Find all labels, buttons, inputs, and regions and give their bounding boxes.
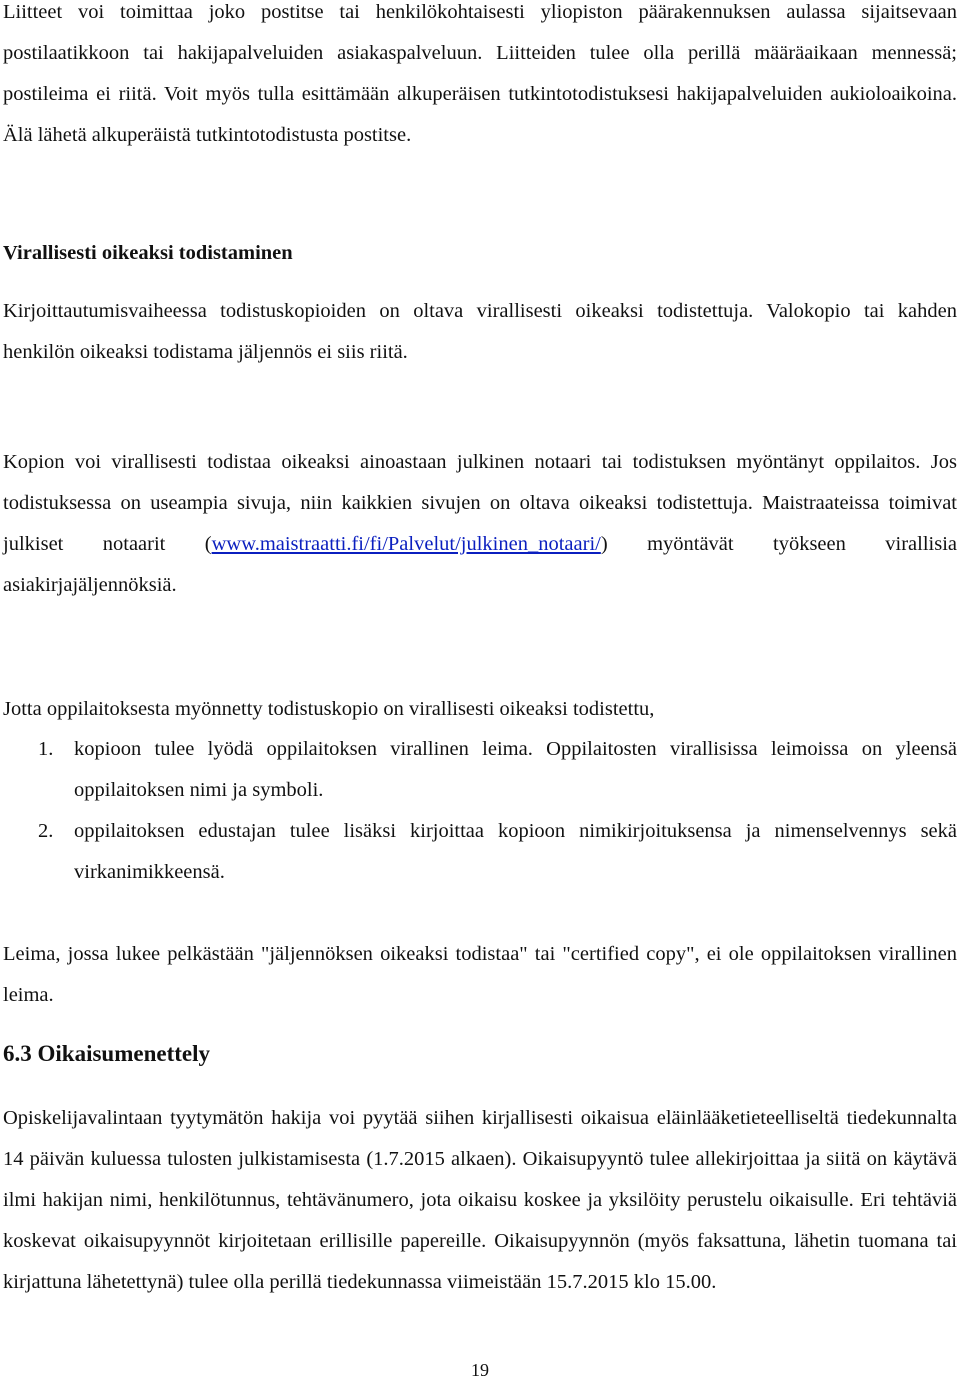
certified-paragraph-1: Kirjoittautumisvaiheessa todistuskopioiden on oltava virallisesti oikeaksi todistettuja. Valokopio tai kahden henkilön oikeaksi todistama jäljennös ei siis riitä. [3, 300, 957, 363]
list-item [3, 729, 957, 811]
certified-paragraph-2-text-before: Kopion voi virallisesti todistaa oikeaksi ainoastaan julkinen notaari tai todistuksen myöntänyt oppilaitos. Jos todistuksessa on useampia sivuja, niin kaikkien sivujen on oltava oikeaksi todistettuja. Maistraateissa toimivat julkiset notaarit ( [3, 451, 957, 555]
maistraatti-link[interactable]: www.maistraatti.fi/fi/Palvelut/julkinen_notaari/ [211, 533, 601, 555]
stamp-note-paragraph: Leima, jossa lukee pelkästään "jäljennöksen oikeaksi todistaa" tai "certified copy", ei ole oppilaitoksen virallinen leima. [3, 943, 957, 1006]
list-item-number: 2. [38, 820, 54, 842]
list-item [3, 811, 957, 893]
document-page [3, 0, 957, 1383]
heading-appeal-procedure: 6.3 Oikaisumenettely [3, 1041, 210, 1066]
certified-paragraph-2 [3, 442, 957, 606]
page-number: 19 [471, 1360, 489, 1380]
list-item-text: kopioon tulee lyödä oppilaitoksen virallinen leima. Oppilaitosten virallisissa leimoissa on yleensä oppilaitoksen nimi ja symboli. [74, 738, 957, 801]
requirements-list [3, 729, 957, 893]
appeal-paragraph: Opiskelijavalintaan tyytymätön hakija voi pyytää siihen kirjallisesti oikaisua eläinlääketieteelliseltä tiedekunnalta 14 päivän kuluessa tulosten julkistamisesta (1.7.2015 alkaen). Oikaisupyyntö tulee allekirjoittaa ja siitä on käytävä ilmi hakijan nimi, henkilötunnus, tehtävänumero, jota oikaisu koskee ja yksilöity perustelu oikaisulle. Eri tehtäviä koskevat oikaisupyynnöt kirjoitetaan erillisille papereille. Oikaisupyynnön (myös faksattuna, lähetin tuomana tai kirjattuna lähetettynä) tulee olla perillä tiedekunnassa viimeistään 15.7.2015 klo 15.00. [3, 1107, 957, 1293]
certified-paragraph-2-text-after: ) myöntävät työkseen virallisia asiakirjajäljennöksiä. [3, 533, 958, 596]
heading-certified-copies: Virallisesti oikeaksi todistaminen [3, 242, 293, 264]
list-item-text: oppilaitoksen edustajan tulee lisäksi kirjoittaa kopioon nimikirjoituksensa ja nimenselvennys sekä virkanimikkeensä. [74, 820, 957, 883]
list-intro: Jotta oppilaitoksesta myönnetty todistuskopio on virallisesti oikeaksi todistettu, [3, 698, 655, 720]
list-item-number: 1. [38, 738, 54, 760]
intro-paragraph: Liitteet voi toimittaa joko postitse tai henkilökohtaisesti yliopiston päärakennuksen aulassa sijaitsevaan postilaatikkoon tai hakijapalveluiden asiakaspalveluun. Liitteiden tulee olla perillä määräaikaan mennessä; postileima ei riitä. Voit myös tulla esittämään alkuperäisen tutkintotodistuksesi hakijapalveluiden aukioloaikoina. Älä lähetä alkuperäistä tutkintotodistusta postitse. [3, 1, 957, 146]
